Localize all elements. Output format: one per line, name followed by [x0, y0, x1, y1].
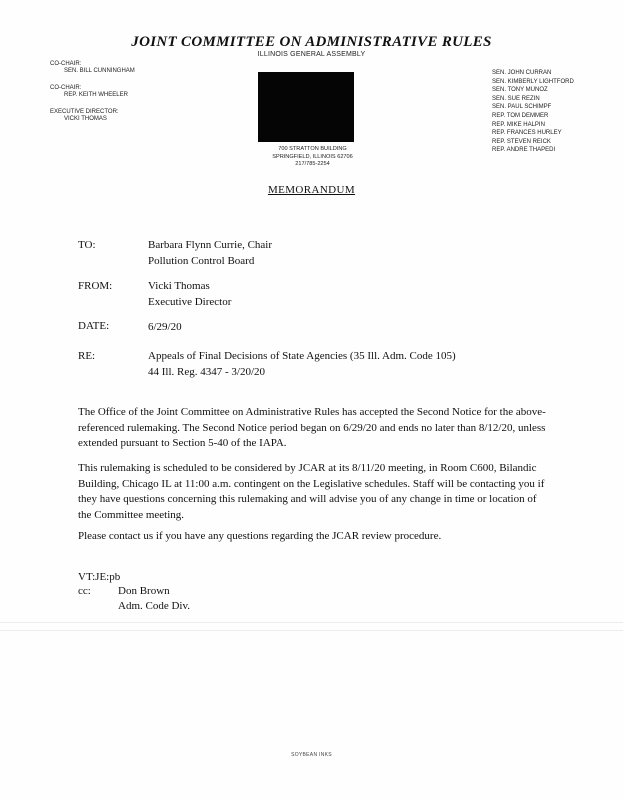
officer-name: REP. KEITH WHEELER — [64, 92, 128, 98]
to-label: TO: — [78, 239, 96, 251]
officer-executive-director — [50, 109, 135, 123]
to-line-2: Pollution Control Board — [148, 254, 255, 267]
to-line-1: Barbara Flynn Currie, Chair — [148, 239, 273, 251]
to-value — [148, 238, 272, 269]
committee-title: JOINT COMMITTEE ON ADMINISTRATIVE RULES — [131, 34, 492, 50]
soybean-inks-footer: SOYBEAN INKS — [291, 752, 332, 758]
member-name: REP. ANDRE THAPEDI — [492, 147, 556, 154]
re-line-1: Appeals of Final Decisions of State Agencies (35 Ill. Adm. Code 105) — [148, 350, 456, 362]
officer-name: VICKI THOMAS — [64, 116, 107, 122]
re-line-2: 44 Ill. Reg. 4347 - 3/20/20 — [148, 365, 266, 378]
officers-list — [50, 61, 135, 133]
from-label: FROM: — [78, 280, 113, 292]
date-label: DATE: — [78, 320, 110, 332]
memo-heading: MEMORANDUM — [267, 184, 356, 196]
state-seal-redacted — [258, 72, 354, 142]
from-line-1: Vicki Thomas — [148, 280, 210, 292]
member-name: SEN. PAUL SCHIMPF — [492, 104, 552, 111]
address-phone: 217/785-2254 — [295, 161, 330, 168]
officer-cochair-1 — [50, 61, 135, 75]
re-label: RE: — [78, 350, 96, 362]
address-line-1: 700 STRATTON BUILDING — [278, 146, 347, 152]
re-value — [148, 349, 456, 380]
member-name: REP. FRANCES HURLEY — [492, 130, 562, 137]
address-line-2: SPRINGFIELD, ILLINOIS 62706 — [272, 153, 353, 160]
body-paragraph-1: The Office of the Joint Committee on Administrative Rules has accepted the Second Notice for the above-referenced rulemaking. The Second Notice period began on 6/29/20 and ends no later than 8/12/20, unless extended pursuant to Section 5-40 of the IAPA. — [78, 406, 546, 449]
officer-role: CO-CHAIR: — [50, 61, 82, 67]
scan-artifact-line — [0, 622, 623, 623]
cc-label: cc: — [78, 585, 91, 597]
from-value — [148, 279, 231, 310]
from-line-2: Executive Director — [148, 295, 232, 308]
cc-recipient: Don Brown — [118, 585, 170, 597]
member-name: SEN. SUE REZIN — [492, 95, 540, 102]
member-name: REP. TOM DEMMER — [492, 112, 549, 119]
member-name: SEN. TONY MUNOZ — [492, 87, 548, 94]
office-address — [250, 146, 375, 169]
date-value: 6/29/20 — [148, 321, 182, 333]
assembly-subtitle: ILLINOIS GENERAL ASSEMBLY — [257, 51, 366, 58]
body-paragraph-3: Please contact us if you have any questions regarding the JCAR review procedure. — [78, 530, 442, 542]
member-name: REP. STEVEN REICK — [492, 138, 551, 145]
members-list — [492, 69, 574, 155]
officer-role: CO-CHAIR: — [50, 85, 82, 91]
member-name: SEN. JOHN CURRAN — [492, 70, 552, 76]
body-paragraph-2: This rulemaking is scheduled to be considered by JCAR at its 8/11/20 meeting, in Room C600, Bilandic Building, Chicago IL at 11:00 a.m. contingent on the Legislative schedules. Staff will be contacting you if they have questions concerning this rulemaking and will advise you of any change in time or location of the Committee meeting. — [78, 462, 545, 521]
officer-name: SEN. BILL CUNNINGHAM — [64, 68, 135, 74]
scan-artifact-line — [0, 630, 623, 631]
typist-initials: VT:JE:pb — [78, 571, 121, 583]
cc-recipient: Adm. Code Div. — [118, 600, 191, 612]
member-name: REP. MIKE HALPIN — [492, 121, 545, 128]
officer-cochair-2 — [50, 85, 135, 99]
member-name: SEN. KIMBERLY LIGHTFORD — [492, 78, 574, 85]
officer-role: EXECUTIVE DIRECTOR: — [50, 109, 119, 115]
cc-list — [118, 584, 190, 614]
